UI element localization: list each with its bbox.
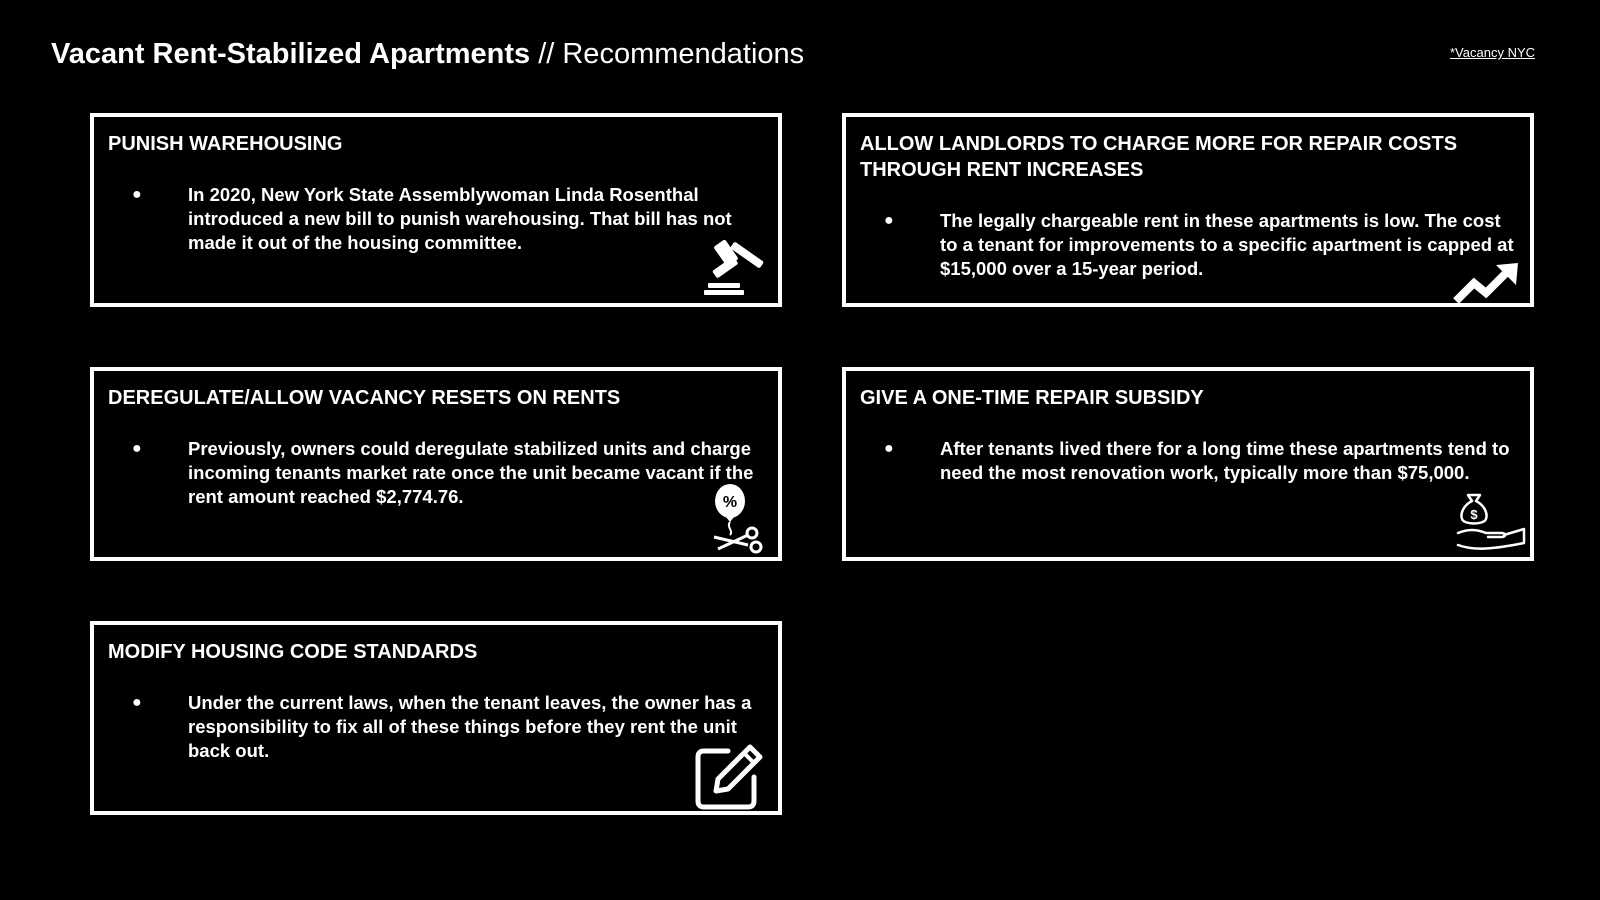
bullet-text: After tenants lived there for a long time these apartments tend to need the most renovation work, typically more than $75,000. — [940, 438, 1510, 483]
card-heading: MODIFY HOUSING CODE STANDARDS — [108, 641, 478, 663]
trend-up-arrow-icon — [1452, 263, 1520, 307]
svg-text:%: % — [722, 494, 738, 511]
card-heading: ALLOW LANDLORDS TO CHARGE MORE FOR REPAIR COSTS THROUGH RENT INCREASES — [860, 133, 1458, 181]
gavel-icon — [702, 239, 772, 297]
bullet-text: Previously, owners could deregulate stabilized units and charge incoming tenants market rate once the unit became vacant if the rent amount reached $2,774.76. — [188, 438, 754, 507]
bullet-symbol: ● — [132, 440, 142, 457]
edit-pencil-icon — [694, 743, 764, 811]
page-title — [51, 34, 804, 74]
bullet-text: In 2020, New York State Assemblywoman Linda Rosenthal introduced a new bill to punish warehousing. That bill has not made it out of the housing committee. — [188, 184, 732, 253]
svg-text:$: $ — [1470, 507, 1478, 522]
recommendation-card-modify-housing-code — [90, 621, 782, 815]
card-bullet — [884, 209, 1518, 281]
bullet-symbol: ● — [884, 440, 894, 457]
card-heading: PUNISH WAREHOUSING — [108, 133, 343, 155]
page-title-subtitle: // Recommendations — [530, 38, 805, 70]
card-heading: GIVE A ONE-TIME REPAIR SUBSIDY — [860, 387, 1204, 409]
recommendation-card-one-time-repair-subsidy — [842, 367, 1534, 561]
source-link-vacancy-nyc[interactable]: *Vacancy NYC — [1450, 45, 1536, 60]
bullet-symbol: ● — [132, 694, 142, 711]
bullet-text: Under the current laws, when the tenant leaves, the owner has a responsibility to fix all of these things before they rent the unit back out. — [188, 692, 752, 761]
recommendation-card-repair-cost-rent-increases — [842, 113, 1534, 307]
percent-balloon-scissors-icon — [712, 483, 768, 555]
recommendation-card-punish-warehousing — [90, 113, 782, 307]
bullet-symbol: ● — [884, 212, 894, 229]
recommendation-card-deregulate-vacancy-resets — [90, 367, 782, 561]
page-title-main: Vacant Rent-Stabilized Apartments — [51, 38, 531, 70]
card-bullet — [884, 437, 1518, 485]
card-bullet — [132, 183, 766, 255]
bullet-text: The legally chargeable rent in these apartments is low. The cost to a tenant for improvements to a specific apartment is capped at $15,000 over a 15-year period. — [940, 210, 1514, 279]
card-bullet — [132, 437, 766, 509]
card-heading: DEREGULATE/ALLOW VACANCY RESETS ON RENTS — [108, 387, 621, 409]
money-bag-hand-icon — [1454, 489, 1530, 553]
bullet-symbol: ● — [132, 186, 142, 203]
card-bullet — [132, 691, 766, 763]
